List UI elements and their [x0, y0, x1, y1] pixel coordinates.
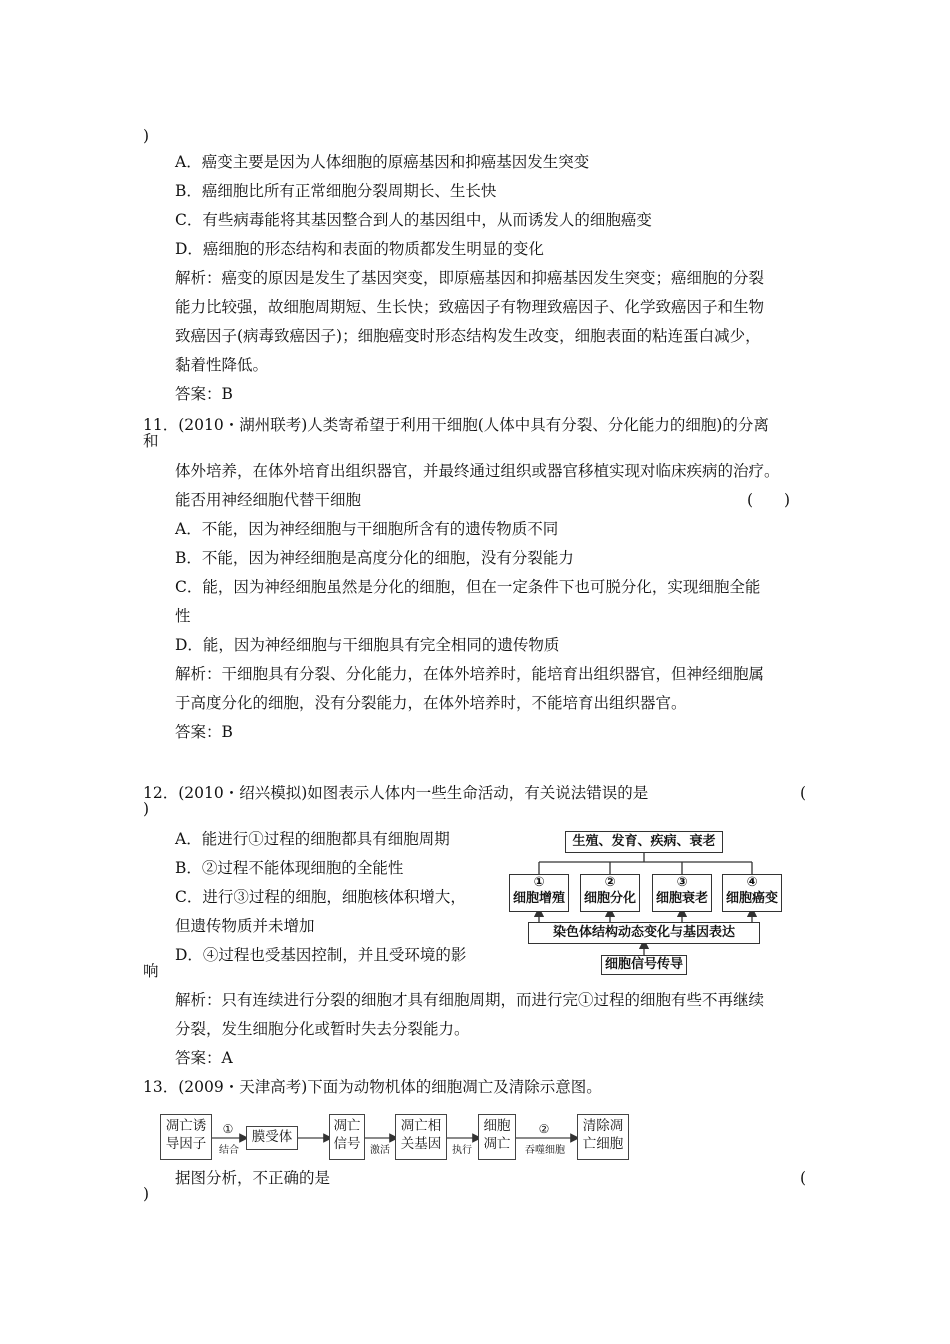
diagram-box-aging [652, 874, 712, 912]
q10-option-d: D．癌细胞的形态结构和表面的物质都发生明显的变化 [175, 240, 544, 258]
flow-box-signal [329, 1114, 365, 1160]
q11-stem-wrap: 和 [143, 432, 159, 450]
flow-box-line: 关基因 [400, 1136, 442, 1152]
q12-analysis-line: 分裂，发生细胞分化或暂时失去分裂能力。 [175, 1020, 470, 1038]
flow-box-line: 清除凋 [582, 1118, 624, 1134]
flow-box-line: 亡细胞 [582, 1136, 624, 1152]
flow-box-line: 信号 [333, 1136, 361, 1152]
q11-option-c: C．能，因为神经细胞虽然是分化的细胞，但在一定条件下也可脱分化，实现细胞全能 [175, 578, 761, 596]
flow-box-line: 细胞 [483, 1118, 511, 1134]
diagram-box-number: ② [604, 875, 616, 890]
open-paren: ( [800, 784, 807, 802]
diagram-bottom-box: 细胞信号传导 [601, 955, 687, 975]
q10-option-c: C．有些病毒能将其基因整合到人的基因组中，从而诱发人的细胞癌变 [175, 211, 652, 229]
diagram-box-number: ③ [676, 875, 688, 890]
close-paren: ) [143, 127, 150, 145]
q10-analysis-line: 致癌因子(病毒致癌因子)；细胞癌变时形态结构发生改变，细胞表面的粘连蛋白减少， [175, 327, 761, 345]
q11-option-a: A．不能，因为神经细胞与干细胞所含有的遗传物质不同 [175, 520, 559, 538]
q10-analysis-line: 能力比较强，故细胞周期短、生长快；致癌因子有物理致癌因子、化学致癌因子和生物 [175, 298, 765, 316]
q11-analysis-line: 解析：干细胞具有分裂、分化能力，在体外培养时，能培育出组织器官，但神经细胞属 [175, 665, 765, 683]
diagram-box-label: 细胞分化 [583, 891, 636, 906]
q11-stem-line: 能否用神经细胞代替干细胞 [175, 491, 362, 509]
diagram-box-label: 细胞癌变 [725, 891, 778, 906]
q11-stem-line: 体外培养，在体外培育出组织器官，并最终通过组织或器官移植实现对临床疾病的治疗。 [175, 462, 780, 480]
flow-box-line: 导因子 [165, 1136, 207, 1152]
q11-answer: 答案：B [175, 723, 233, 741]
close-paren: ) [143, 1185, 150, 1203]
flow-box-line: 凋亡诱 [165, 1118, 207, 1134]
flow-arrow-label: 激活 [370, 1145, 390, 1156]
flow-arrow-label: 吞噬细胞 [525, 1145, 565, 1156]
flow-box-line: 凋亡 [483, 1136, 511, 1152]
open-paren: ( [800, 1169, 807, 1187]
q12-option-c: C．进行③过程的细胞，细胞核体积增大， [175, 888, 466, 906]
q10-answer: 答案：B [175, 385, 233, 403]
q12-option-a: A．能进行①过程的细胞都具有细胞周期 [175, 830, 450, 848]
q12-stem: 12．(2010・绍兴模拟)如图表示人体内一些生命活动，有关说法错误的是 [143, 784, 649, 802]
flow-step-number: ① [222, 1122, 234, 1136]
q12-option-d: D．④过程也受基因控制，并且受环境的影 [175, 946, 467, 964]
diagram-box-cancer [722, 874, 782, 912]
q10-option-b: B．癌细胞比所有正常细胞分裂周期长、生长快 [175, 182, 497, 200]
flow-box-line: 凋亡相 [400, 1118, 442, 1134]
answer-bracket: ( ) [747, 491, 791, 509]
diagram-top-box: 生殖、发育、疾病、衰老 [565, 831, 723, 853]
flow-box-genes [395, 1114, 447, 1160]
q11-option-c-wrap: 性 [175, 607, 191, 625]
flow-arrow-label: 执行 [452, 1145, 472, 1156]
q10-option-a: A．癌变主要是因为人体细胞的原癌基因和抑癌基因发生突变 [175, 153, 590, 171]
diagram-middle-box: 染色体结构动态变化与基因表达 [528, 922, 760, 944]
q12-option-c-wrap: 但遗传物质并未增加 [175, 917, 315, 935]
q13-question: 据图分析，不正确的是 [175, 1169, 331, 1187]
diagram-box-differentiation [580, 874, 640, 912]
q10-analysis-line: 解析：癌变的原因是发生了基因突变，即原癌基因和抑癌基因发生突变；癌细胞的分裂 [175, 269, 765, 287]
q11-stem: 11．(2010・湖州联考)人类寄希望于利用干细胞(人体中具有分裂、分化能力的细胞)的分离 [143, 416, 769, 434]
q11-option-d: D．能，因为神经细胞与干细胞具有完全相同的遗传物质 [175, 636, 560, 654]
q12-option-d-wrap: 响 [143, 962, 159, 980]
flow-box-inducer [160, 1114, 212, 1160]
flow-box-apoptosis [478, 1114, 516, 1160]
q11-option-b: B．不能，因为神经细胞是高度分化的细胞，没有分裂能力 [175, 549, 574, 567]
q12-analysis-line: 解析：只有连续进行分裂的细胞才具有细胞周期，而进行完①过程的细胞有些不再继续 [175, 991, 765, 1009]
q12-option-b: B．②过程不能体现细胞的全能性 [175, 859, 404, 877]
flow-arrow-label: 结合 [219, 1145, 239, 1156]
flow-box-clearance [577, 1114, 629, 1160]
flow-box-line: 凋亡 [333, 1118, 361, 1134]
q12-answer: 答案：A [175, 1049, 233, 1067]
flow-step-number: ② [538, 1122, 550, 1136]
diagram-box-label: 细胞衰老 [655, 891, 708, 906]
q11-analysis-line: 于高度分化的细胞，没有分裂能力，在体外培养时，不能培育出组织器官。 [175, 694, 687, 712]
q13-stem: 13．(2009・天津高考)下面为动物机体的细胞凋亡及清除示意图。 [143, 1078, 602, 1096]
diagram-box-number: ④ [746, 875, 758, 890]
q10-analysis-line: 黏着性降低。 [175, 356, 269, 374]
close-paren: ) [143, 800, 150, 818]
flow-box-receptor: 膜受体 [246, 1126, 298, 1150]
diagram-box-proliferation [509, 874, 569, 912]
diagram-box-label: 细胞增殖 [512, 891, 565, 906]
diagram-box-number: ① [533, 875, 545, 890]
